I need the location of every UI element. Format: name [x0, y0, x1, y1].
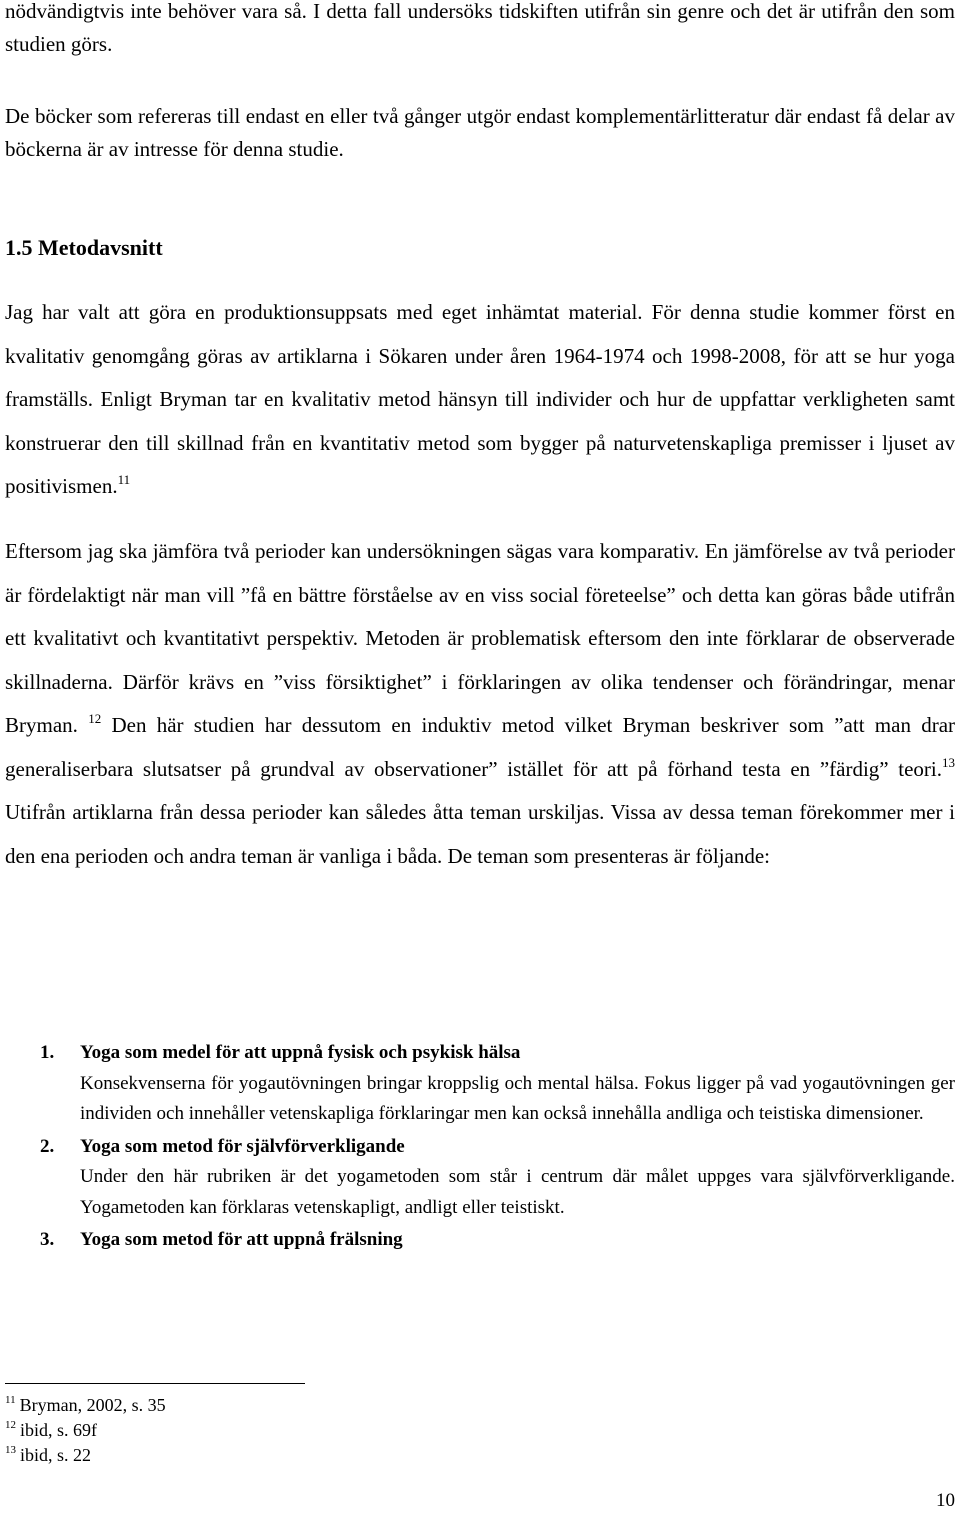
footnote-text: ibid, s. 22	[20, 1445, 92, 1465]
paragraph-intro-text: nödvändigtvis inte behöver vara så. I detta fall undersöks tidskiften utifrån sin genre och det är utifrån den som studien görs.	[5, 0, 955, 56]
theme-item	[40, 1038, 955, 1130]
theme-number: 3.	[40, 1229, 55, 1250]
section-heading: 1.5 Metodavsnitt	[5, 235, 163, 260]
footnote-number: 13	[5, 1444, 16, 1456]
paragraph-comparative-text-a: Eftersom jag ska jämföra två perioder kan undersökningen sägas vara komparativ. En jämförelse av två perioder är fördelaktigt när man vill ”få en bättre förståelse av en viss social företeelse” och detta kan göras både utifrån ett kvalitativt och kvantitativt perspektiv. Metoden är problematisk eftersom den inte förklarar de observerade skillnaderna. Därför krävs en ”viss försiktighet” i förklaringen av olika tendenser och förändringar, menar Bryman.	[5, 539, 955, 737]
theme-number: 2.	[40, 1135, 55, 1157]
paragraph-comparative-text-b: Den här studien har dessutom en induktiv metod vilket Bryman beskriver som ”att man drar generaliserbara slutsatser på grundval av observationer” istället för att på förhand testa en ”färdig” teori.	[5, 713, 956, 781]
paragraph-method-text: Jag har valt att göra en produktionsuppsats med eget inhämtat material. För denna studie kommer först en kvalitativ genomgång göras av artiklarna i Sökaren under åren 1964-1974 och 1998-2008, för att se hur yoga framställs. Enligt Bryman tar en kvalitativ metod hänsyn till individer och hur de uppfattar verkligheten samt konstruerar den till skillnad från en kvantitativ metod som bygger på naturvetenskapliga premisser i ljuset av positivismen.	[5, 300, 955, 498]
themes-list	[40, 1038, 955, 1256]
footnote-text: Bryman, 2002, s. 35	[19, 1395, 166, 1415]
theme-item	[40, 1132, 955, 1224]
footnote-item	[5, 1393, 166, 1418]
footnote-item	[5, 1443, 166, 1468]
footnote-number: 11	[5, 1394, 16, 1406]
theme-description: Konsekvenserna för yogautövningen bringar kroppslig och mental hälsa. Fokus ligger på vad yogautövningen ger individen och innehåller vetenskapliga förklaringar men kan också innehålla andliga och teistiska dimensioner.	[80, 1072, 955, 1124]
paragraph-books	[5, 100, 955, 166]
paragraph-comparative-text-c: Utifrån artiklarna från dessa perioder kan således åtta teman urskiljas. Vissa av dessa teman förekommer mer i den ena perioden och andra teman är vanliga i båda. De teman som presenteras är följande:	[5, 800, 955, 868]
theme-description: Under den här rubriken är det yogametoden som står i centrum där målet uppges vara självförverkligande. Yogametoden kan förklaras vetenskapligt, andligt eller teistiskt.	[80, 1166, 955, 1218]
footnote-ref-13[interactable]: 13	[942, 754, 955, 770]
paragraph-intro	[5, 0, 955, 61]
theme-number: 1.	[40, 1042, 55, 1063]
footnote-number: 12	[5, 1419, 16, 1431]
paragraph-method	[5, 291, 955, 509]
theme-title: Yoga som medel för att uppnå fysisk och psykisk hälsa	[80, 1042, 521, 1063]
footnote-text: ibid, s. 69f	[20, 1420, 98, 1440]
theme-item	[40, 1225, 955, 1256]
footnotes	[5, 1393, 166, 1468]
paragraph-books-text: De böcker som refereras till endast en eller två gånger utgör endast komplementärlitteratur där endast få delar av böckerna är av intresse för denna studie.	[5, 104, 955, 161]
paragraph-comparative	[5, 530, 955, 878]
footnote-ref-12[interactable]: 12	[88, 711, 102, 726]
page-number: 10	[936, 1490, 955, 1511]
footnote-item	[5, 1418, 166, 1443]
footnote-divider	[5, 1383, 305, 1384]
footnote-ref-11[interactable]: 11	[117, 472, 131, 487]
theme-title: Yoga som metod för självförverkligande	[80, 1135, 405, 1157]
theme-title: Yoga som metod för att uppnå frälsning	[80, 1229, 403, 1250]
